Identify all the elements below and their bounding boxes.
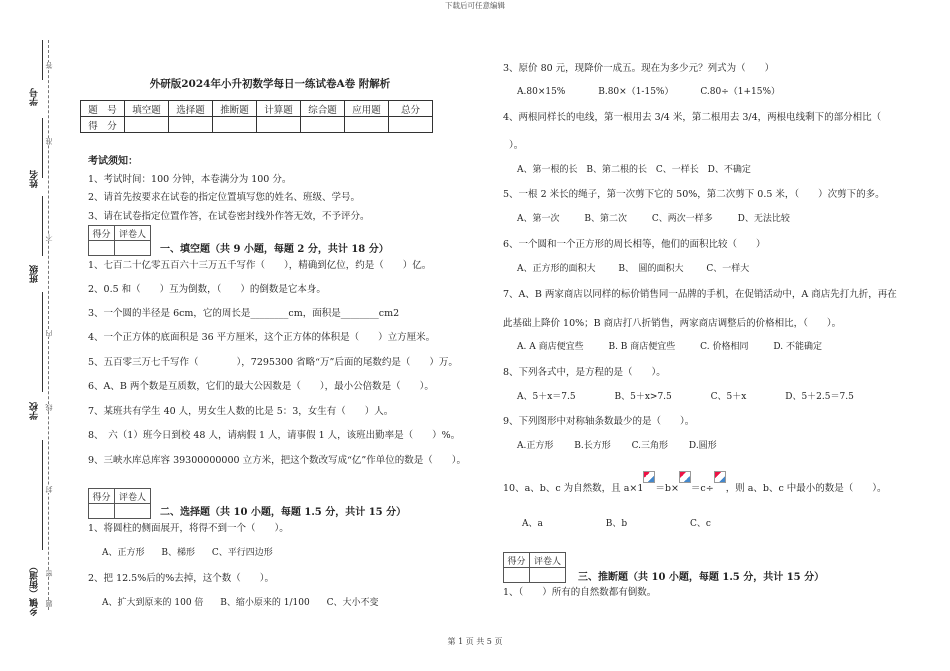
q10-text: ，则 a、b、c 中最小的数是（ ）。 — [725, 483, 887, 494]
score-table-cell: 题 号 — [81, 101, 125, 117]
option: C.80÷（1+15%） — [700, 87, 781, 97]
option: B、b — [605, 519, 628, 529]
option: C、一样长 — [655, 165, 699, 175]
section2-question: 7、A、B 两家商店以同样的标价销售同一品牌的手机，在促销活动中，A 商店先打九折，再在 — [503, 289, 897, 300]
section2-question-cont: 此基础上降价 10%；B 商店打八折销售，两家商店调整后的价格相比，（ ）。 — [503, 318, 842, 329]
fraction-image-icon — [643, 471, 655, 483]
option: B、缩小原来的 1/100 — [220, 598, 310, 608]
binding-tick: 线 — [45, 404, 53, 411]
score-input-cell[interactable] — [301, 117, 345, 133]
binding-label-student-id: 学号 — [30, 88, 40, 106]
section2-question: 9、下列图形中对称轴条数最少的是（ ）。 — [503, 416, 695, 427]
grader-reviewer-label: 评卷人 — [115, 489, 151, 504]
grader-reviewer-cell[interactable] — [530, 568, 566, 583]
option: C、5＋x — [710, 392, 747, 402]
section2-title: 二、选择题（共 10 小题，每题 1.5 分，共计 15 分） — [160, 507, 407, 518]
option: A. A 商店便宜些 — [517, 342, 584, 352]
page-footer: 第 1 页 共 5 页 — [447, 637, 503, 646]
binding-tick: 内 — [45, 330, 53, 337]
header-note: 下载后可任意编辑 — [445, 1, 505, 10]
document-title: 外研版2024年小升初数学每日一练试卷A卷 附解析 — [149, 78, 391, 90]
binding-label-township: 乡镇（街道） — [30, 562, 40, 616]
option: D、无法比较 — [737, 214, 790, 224]
section1-question: 4、一个正方体的底面积是 36 平方厘米，这个正方体的体积是（ ）立方厘米。 — [88, 332, 436, 343]
binding-underline — [42, 292, 43, 392]
score-table-score-row — [81, 117, 433, 133]
option: C、平行四边形 — [211, 548, 273, 558]
option: B、梯形 — [161, 548, 195, 558]
option: B.80×（1-15%） — [598, 87, 674, 97]
section1-question: 6、A、B 两个数是互质数，它们的最大公因数是（ ），最小公倍数是（ ）。 — [88, 381, 434, 392]
section3-question: 1、（ ）所有的自然数都有倒数。 — [503, 587, 657, 598]
notice-item: 1、考试时间：100 分钟，本卷满分为 100 分。 — [88, 174, 292, 185]
option: C、一样大 — [706, 264, 750, 274]
score-table-cell: 得 分 — [81, 117, 125, 133]
grader-score-cell[interactable] — [89, 241, 115, 256]
score-table-cell: 选择题 — [169, 101, 213, 117]
score-table-cell: 计算题 — [257, 101, 301, 117]
grader-score-label: 得分 — [89, 226, 115, 241]
binding-strip — [0, 0, 60, 671]
section2-question: 5、一根 2 米长的绳子，第一次剪下它的 50%，第二次剪下 0.5 米，（ ）次剪下的多。 — [503, 189, 885, 200]
option: B、5＋x>7.5 — [614, 392, 672, 402]
notice-item: 3、请在试卷指定位置作答，在试卷密封线外作答无效，不予评分。 — [88, 211, 370, 222]
grader-score-cell[interactable] — [89, 504, 115, 519]
option: A、5＋x＝7.5 — [517, 392, 576, 402]
section2-options — [517, 261, 763, 274]
binding-tick: 密 — [45, 570, 53, 577]
option: B.长方形 — [574, 441, 611, 451]
section2-options — [102, 545, 287, 558]
grader-box — [88, 488, 151, 519]
option: A、正方形 — [102, 548, 145, 558]
grader-reviewer-cell[interactable] — [115, 241, 151, 256]
score-table-cell: 应用题 — [345, 101, 389, 117]
binding-tick: 不 — [45, 234, 53, 241]
q10-text: 10、a、b、c 为自然数，且 a×1 — [503, 483, 644, 494]
option: A.80×15% — [517, 87, 566, 97]
section2-options — [522, 516, 725, 529]
option: B、 圆的面积大 — [618, 264, 684, 274]
section1-question: 2、0.5 和（ ）互为倒数，（ ）的倒数是它本身。 — [88, 284, 326, 295]
score-table-cell: 综合题 — [301, 101, 345, 117]
grader-score-label: 得分 — [504, 553, 530, 568]
option: D、5＋2.5＝7.5 — [785, 392, 854, 402]
q10-text: ＝b× — [655, 483, 679, 494]
binding-label-class: 班级 — [30, 265, 40, 283]
score-input-cell[interactable] — [169, 117, 213, 133]
score-input-cell[interactable] — [345, 117, 389, 133]
option: B、第二根的长 — [586, 165, 647, 175]
score-table-cell: 填空题 — [125, 101, 169, 117]
option: D. 不能确定 — [773, 342, 822, 352]
option: B. B 商店便宜些 — [608, 342, 676, 352]
score-table-cell: 总分 — [389, 101, 433, 117]
binding-tick: 封 — [45, 486, 53, 493]
section2-options — [102, 595, 392, 608]
option: A.正方形 — [517, 441, 554, 451]
binding-underline — [42, 118, 43, 178]
section2-question: 1、将圆柱的侧面展开，将得不到一个（ ）。 — [88, 523, 289, 534]
section2-question-cont: ）。 — [509, 140, 524, 151]
option: A、第一次 — [517, 214, 560, 224]
option: A、扩大到原来的 100 倍 — [102, 598, 204, 608]
section2-options — [517, 438, 731, 451]
seal-line — [48, 40, 49, 610]
option: C.三角形 — [631, 441, 669, 451]
grader-box — [503, 552, 566, 583]
section2-question: 6、一个圆和一个正方形的周长相等，他们的面积比较（ ） — [503, 239, 766, 250]
option: D.圆形 — [688, 441, 717, 451]
section2-options — [517, 211, 804, 224]
section2-options — [517, 84, 794, 97]
section1-question: 7、某班共有学生 40 人，男女生人数的比是 5：3，女生有（ ）人。 — [88, 406, 394, 417]
binding-tick: 题 — [45, 600, 53, 607]
score-input-cell[interactable] — [125, 117, 169, 133]
option: C. 价格相同 — [700, 342, 749, 352]
section2-options — [517, 162, 765, 175]
grader-reviewer-label: 评卷人 — [115, 226, 151, 241]
section2-options — [517, 339, 836, 352]
binding-underline — [42, 196, 43, 256]
grader-score-label: 得分 — [89, 489, 115, 504]
section2-question: 3、原价 80 元，现降价一成五。现在为多少元？列式为（ ） — [503, 63, 775, 74]
section1-question: 5、五百零三万七千写作（ ），7295300 省略“万”后面的尾数约是（ ）万。 — [88, 357, 458, 368]
binding-underline — [42, 40, 43, 80]
fraction-image-icon — [714, 471, 726, 483]
fraction-image-icon — [679, 471, 691, 483]
notice-heading: 考试须知： — [88, 156, 138, 167]
binding-label-name: 姓名 — [30, 170, 40, 188]
section2-question: 2、把 12.5%后的%去掉，这个数（ ）。 — [88, 573, 275, 584]
grader-score-cell[interactable] — [504, 568, 530, 583]
score-table-header-row — [81, 101, 433, 117]
binding-tick: 准 — [45, 138, 53, 145]
section2-options — [517, 389, 868, 402]
section2-question: 4、两根同样长的电线，第一根用去 3/4 米，第二根用去 3/4，两根电线剩下的部分相比（ — [503, 112, 882, 123]
grader-box — [88, 225, 151, 256]
grader-reviewer-cell[interactable] — [115, 504, 151, 519]
option: C、两次一样多 — [651, 214, 713, 224]
grader-reviewer-label: 评卷人 — [530, 553, 566, 568]
option: B、第二次 — [584, 214, 627, 224]
section2-question — [503, 480, 887, 495]
section1-title: 一、填空题（共 9 小题，每题 2 分，共计 18 分） — [160, 244, 389, 255]
score-input-cell[interactable] — [213, 117, 257, 133]
section1-question: 3、一个圆的半径是 6cm，它的周长是________cm，面积是________cm2 — [88, 308, 400, 319]
binding-tick: 答 — [45, 62, 53, 69]
option: C、大小不变 — [326, 598, 379, 608]
option: A、正方形的面积大 — [517, 264, 596, 274]
section3-title: 三、推断题（共 10 小题，每题 1.5 分，共计 15 分） — [578, 572, 825, 583]
option: A、第一根的长 — [517, 165, 578, 175]
section1-question: 1、七百二十亿零五百六十三万五千写作（ ），精确到亿位，约是（ ）亿。 — [88, 260, 432, 271]
score-table — [80, 100, 433, 133]
section1-question: 8、 六（1）班今日到校 48 人，请病假 1 人，请事假 1 人，该班出勤率是（ ）%。 — [88, 430, 461, 441]
section2-question: 8、下列各式中，是方程的是（ ）。 — [503, 367, 666, 378]
option: A、a — [522, 519, 543, 529]
q10-text: ＝c÷ — [690, 483, 714, 494]
option: C、c — [690, 519, 711, 529]
notice-item: 2、请首先按要求在试卷的指定位置填写您的姓名、班级、学号。 — [88, 192, 361, 203]
score-input-cell[interactable] — [257, 117, 301, 133]
section1-question: 9、三峡水库总库容 39300000000 立方米，把这个数改写成“亿”作单位的数是（ ）。 — [88, 455, 467, 466]
binding-label-school: 学校 — [30, 402, 40, 420]
score-input-cell[interactable] — [389, 117, 433, 133]
option: D、不确定 — [707, 165, 751, 175]
score-table-cell: 推断题 — [213, 101, 257, 117]
binding-underline — [42, 440, 43, 550]
